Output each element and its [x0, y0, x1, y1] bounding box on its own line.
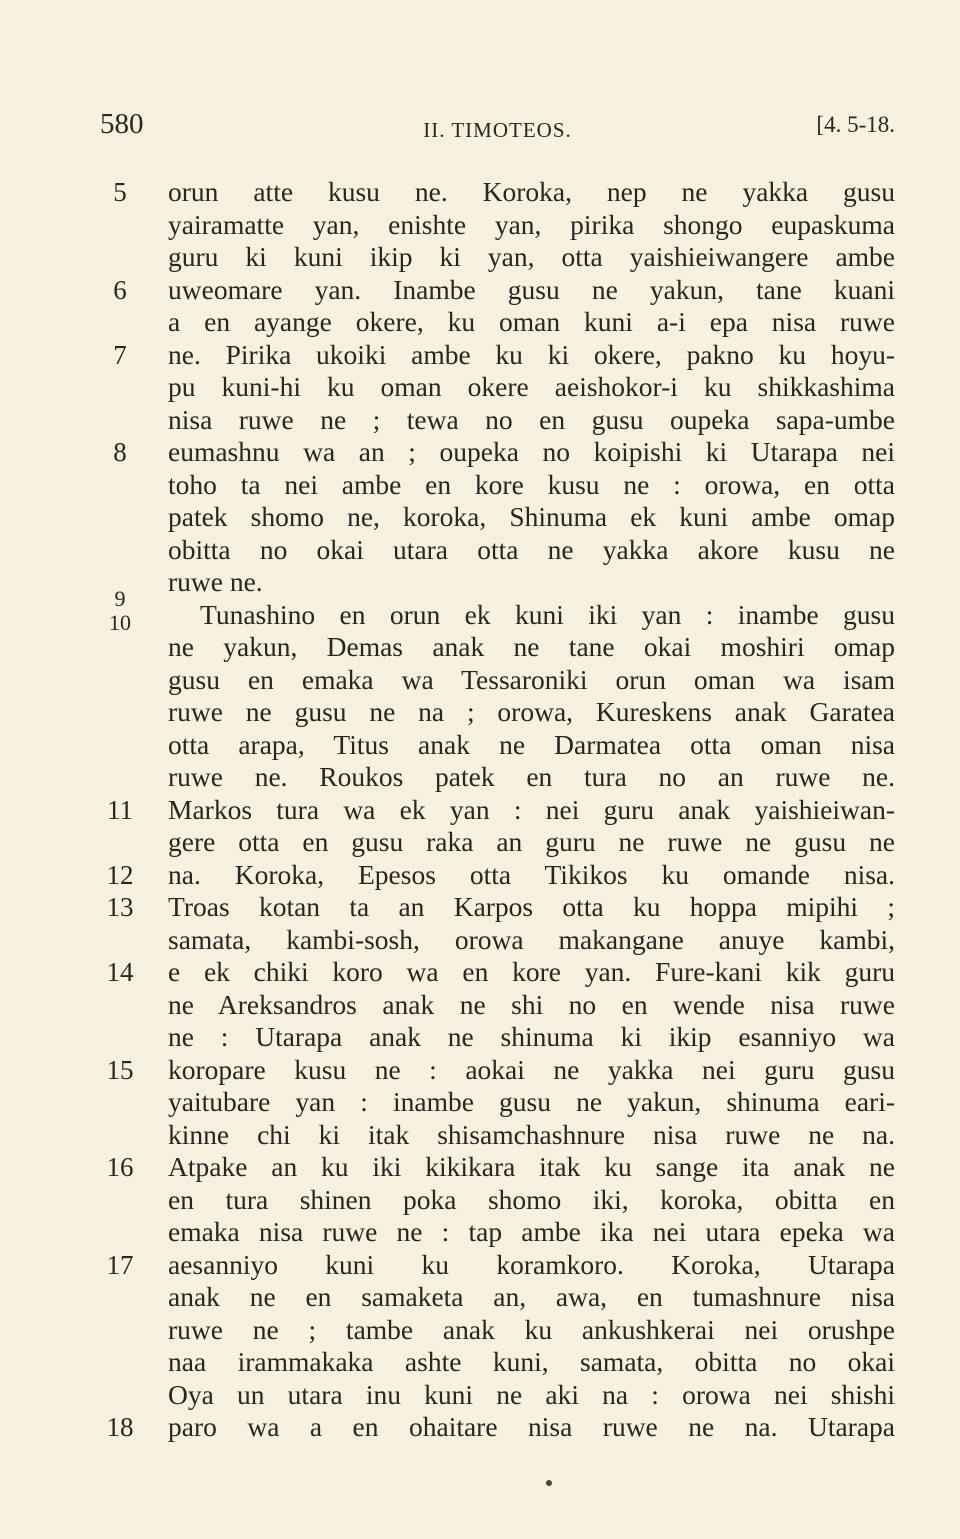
- text-line: [100, 1151, 895, 1184]
- text-line: [100, 956, 895, 989]
- verse-number: 17: [106, 1249, 134, 1280]
- line-text: pu kuni-hi ku oman okere aeishokor-i ku shikkashima: [168, 371, 895, 402]
- verse-number: 11: [107, 794, 133, 825]
- ink-dot: [546, 1480, 552, 1486]
- line-text: ne Areksandros anak ne shi no en wende nisa ruwe: [168, 988, 895, 1020]
- line-text: Tunashino en orun ek kuni iki yan : inambe gusu: [200, 598, 895, 630]
- verse-number: 9: [114, 585, 126, 611]
- text-line: [100, 664, 895, 697]
- line-text: ruwe ne. Roukos patek en tura no an ruwe ne.: [168, 761, 895, 792]
- line-text: orun atte kusu ne. Koroka, nep ne yakka gusu: [168, 176, 895, 207]
- line-text: samata, kambi-sosh, orowa makangane anuye kambi,: [168, 923, 895, 955]
- text-line: [100, 1021, 895, 1054]
- text-line: [100, 729, 895, 762]
- text-line: [100, 436, 895, 469]
- text-line: [100, 306, 895, 339]
- line-text: ne. Pirika ukoiki ambe ku ki okere, pakno ku hoyu-: [168, 338, 895, 370]
- text-line: [100, 1249, 895, 1282]
- line-text: naa irammakaka ashte kuni, samata, obitta no okai: [168, 1346, 895, 1377]
- verse-number: 8: [113, 437, 127, 467]
- text-line: [100, 1216, 895, 1249]
- text-line: [100, 761, 895, 794]
- text-line: [100, 989, 895, 1022]
- line-text: patek shomo ne, koroka, Shinuma ek kuni ambe omap: [168, 501, 895, 532]
- text-line: [100, 1411, 895, 1444]
- text-line: [100, 469, 895, 502]
- text-line: [100, 696, 895, 729]
- verse-number: 16: [106, 1152, 134, 1182]
- text-line: [100, 631, 895, 664]
- line-text: ne yakun, Demas anak ne tane okai moshiri omap: [168, 631, 895, 662]
- line-text: koropare kusu ne : aokai ne yakka nei guru gusu: [168, 1053, 895, 1085]
- page-header: [100, 108, 895, 148]
- text-line: [100, 891, 895, 924]
- verse-number: 7: [113, 339, 127, 370]
- line-text: gere otta en gusu raka an guru ne ruwe ne gusu ne: [168, 826, 895, 857]
- text-line: [100, 826, 895, 859]
- line-text: ne : Utarapa anak ne shinuma ki ikip esanniyo wa: [168, 1021, 895, 1052]
- line-text: kinne chi ki itak shisamchashnure nisa ruwe ne na.: [168, 1118, 895, 1150]
- text-line: [100, 859, 895, 892]
- verse-number: 12: [106, 859, 134, 890]
- line-text: otta arapa, Titus anak ne Darmatea otta oman nisa: [168, 728, 895, 760]
- line-text: en tura shinen poka shomo iki, koroka, obitta en: [168, 1183, 895, 1215]
- text-line: [100, 404, 895, 437]
- line-text: paro wa a en ohaitare nisa ruwe ne na. Utarapa: [168, 1411, 895, 1442]
- text-line: [100, 585, 895, 635]
- line-text: yairamatte yan, enishte yan, pirika shongo eupaskuma: [168, 208, 895, 240]
- text-line: [100, 794, 895, 827]
- line-text: yaitubare yan : inambe gusu ne yakun, shinuma eari-: [168, 1086, 895, 1117]
- text-line: [100, 371, 895, 404]
- chapter-range: [4. 5-18.: [816, 112, 895, 137]
- text-line: [100, 924, 895, 957]
- line-text: nisa ruwe ne ; tewa no en gusu oupeka sapa-umbe: [168, 403, 895, 435]
- line-text: uweomare yan. Inambe gusu ne yakun, tane kuani: [168, 273, 895, 305]
- text-line: [100, 534, 895, 567]
- verse-number: 6: [113, 274, 127, 305]
- verse-number: 13: [106, 892, 134, 922]
- running-title: II. TIMOTEOS.: [423, 118, 572, 142]
- verse-number: 15: [106, 1054, 134, 1085]
- line-text: anak ne en samaketa an, awa, en tumashnure nisa: [168, 1281, 895, 1312]
- line-text: ruwe ne.: [168, 566, 263, 597]
- line-text: e ek chiki koro wa en kore yan. Fure-kani kik guru: [168, 956, 895, 987]
- line-text: na. Koroka, Epesos otta Tikikos ku omande nisa.: [168, 858, 895, 890]
- text-line: [100, 1314, 895, 1347]
- text-line: [100, 501, 895, 534]
- verse-number: 18: [106, 1412, 134, 1442]
- text-line: [100, 339, 895, 372]
- text-line: [100, 1119, 895, 1152]
- text-line: [100, 566, 895, 599]
- text-line: [100, 1281, 895, 1314]
- text-line: [100, 1184, 895, 1217]
- line-text: a en ayange okere, ku oman kuni a-i epa nisa ruwe: [168, 306, 895, 337]
- text-line: [100, 1379, 895, 1412]
- line-text: obitta no okai utara otta ne yakka akore kusu ne: [168, 533, 895, 565]
- verse-number: 5: [113, 177, 127, 207]
- line-text: gusu en emaka wa Tessaroniki orun oman wa isam: [168, 663, 895, 695]
- text-line: [100, 1054, 895, 1087]
- text-line: [100, 274, 895, 307]
- page-number: 580: [100, 108, 144, 140]
- line-text: ruwe ne gusu ne na ; orowa, Kureskens anak Garatea: [168, 696, 895, 727]
- text-line: [100, 241, 895, 274]
- line-text: ruwe ne ; tambe anak ku ankushkerai nei orushpe: [168, 1313, 895, 1345]
- line-text: Atpake an ku iki kikikara itak ku sange ita anak ne: [168, 1151, 895, 1182]
- line-text: guru ki kuni ikip ki yan, otta yaishieiwangere ambe: [168, 241, 895, 272]
- scripture-text: [100, 176, 895, 1444]
- line-text: eumashnu wa an ; oupeka no koipishi ki Utarapa nei: [168, 436, 895, 467]
- line-text: emaka nisa ruwe ne : tap ambe ika nei utara epeka wa: [168, 1216, 895, 1247]
- line-text: Troas kotan ta an Karpos otta ku hoppa mipihi ;: [168, 891, 895, 922]
- verse-number: 14: [106, 957, 134, 987]
- line-text: toho ta nei ambe en kore kusu ne : orowa, en otta: [168, 468, 895, 500]
- line-text: aesanniyo kuni ku koramkoro. Koroka, Utarapa: [168, 1248, 895, 1280]
- text-line: [100, 1086, 895, 1119]
- text-line: [100, 1346, 895, 1379]
- line-text: Oya un utara inu kuni ne aki na : orowa nei shishi: [168, 1378, 895, 1410]
- text-line: [100, 176, 895, 209]
- text-line: [100, 209, 895, 242]
- verse-number: 10: [109, 609, 131, 635]
- line-text: Markos tura wa ek yan : nei guru anak yaishieiwan-: [168, 793, 895, 825]
